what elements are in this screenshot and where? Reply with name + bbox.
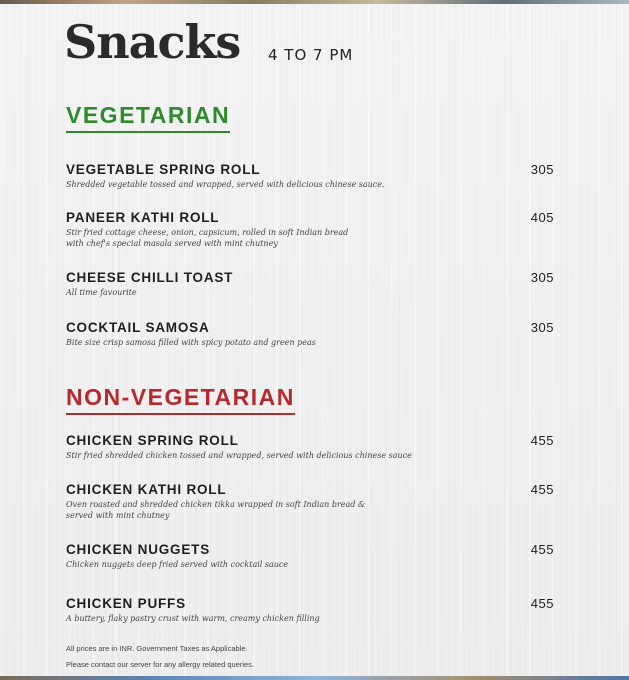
section-heading-vegetarian: VEGETARIAN (66, 102, 230, 133)
item-name: CHICKEN PUFFS (66, 596, 186, 611)
menu-item-cheese-chilli-toast (66, 270, 566, 298)
item-name: CHICKEN KATHI ROLL (66, 482, 227, 497)
item-name: CHICKEN NUGGETS (66, 542, 211, 557)
bottom-photo-strip (0, 676, 629, 680)
item-price: 305 (530, 162, 554, 177)
menu-item-chicken-kathi-roll (66, 482, 566, 521)
item-name: CHEESE CHILLI TOAST (66, 270, 234, 285)
menu-page (0, 4, 629, 676)
item-description: A buttery, flaky pastry crust with warm, creamy chicken filling (66, 614, 320, 623)
menu-title: Snacks (64, 15, 241, 69)
item-name: CHICKEN SPRING ROLL (66, 433, 239, 448)
allergy-note: Please contact our server for any allergy related queries. (66, 660, 255, 669)
item-description: Chicken nuggets deep fried served with cocktail sauce (66, 560, 289, 569)
item-price: 455 (530, 433, 554, 448)
item-name: COCKTAIL SAMOSA (66, 320, 210, 335)
menu-item-chicken-spring-roll (66, 433, 566, 461)
item-price: 405 (530, 210, 554, 225)
item-price: 455 (530, 542, 554, 557)
menu-item-vegetable-spring-roll (66, 162, 566, 190)
item-price: 455 (530, 596, 554, 611)
item-description: Shredded vegetable tossed and wrapped, served with delicious chinese sauce. (66, 180, 385, 189)
menu-item-paneer-kathi-roll (66, 210, 566, 249)
item-name: PANEER KATHI ROLL (66, 210, 220, 225)
item-price: 305 (530, 320, 554, 335)
menu-item-cocktail-samosa (66, 320, 566, 348)
menu-item-chicken-puffs (66, 596, 566, 624)
price-note: All prices are in INR. Government Taxes as Applicable. (66, 644, 248, 653)
menu-hours: 4 TO 7 PM (268, 46, 354, 64)
item-description: Oven roasted and shredded chicken tikka wrapped in soft Indian bread & served with mint chutney (66, 500, 366, 520)
item-description: Stir fried shredded chicken tossed and wrapped, served with delicious chinese sauce (66, 451, 412, 460)
item-name: VEGETABLE SPRING ROLL (66, 162, 261, 177)
section-heading-non-vegetarian: NON-VEGETARIAN (66, 384, 295, 415)
item-description: All time favourite (66, 288, 137, 297)
item-price: 305 (530, 270, 554, 285)
item-description: Stir fried cottage cheese, onion, capsicum, rolled in soft Indian bread with chef's special masala served with mint chutney (66, 228, 349, 248)
item-description: Bite size crisp samosa filled with spicy potato and green peas (66, 338, 316, 347)
item-price: 455 (530, 482, 554, 497)
menu-item-chicken-nuggets (66, 542, 566, 570)
